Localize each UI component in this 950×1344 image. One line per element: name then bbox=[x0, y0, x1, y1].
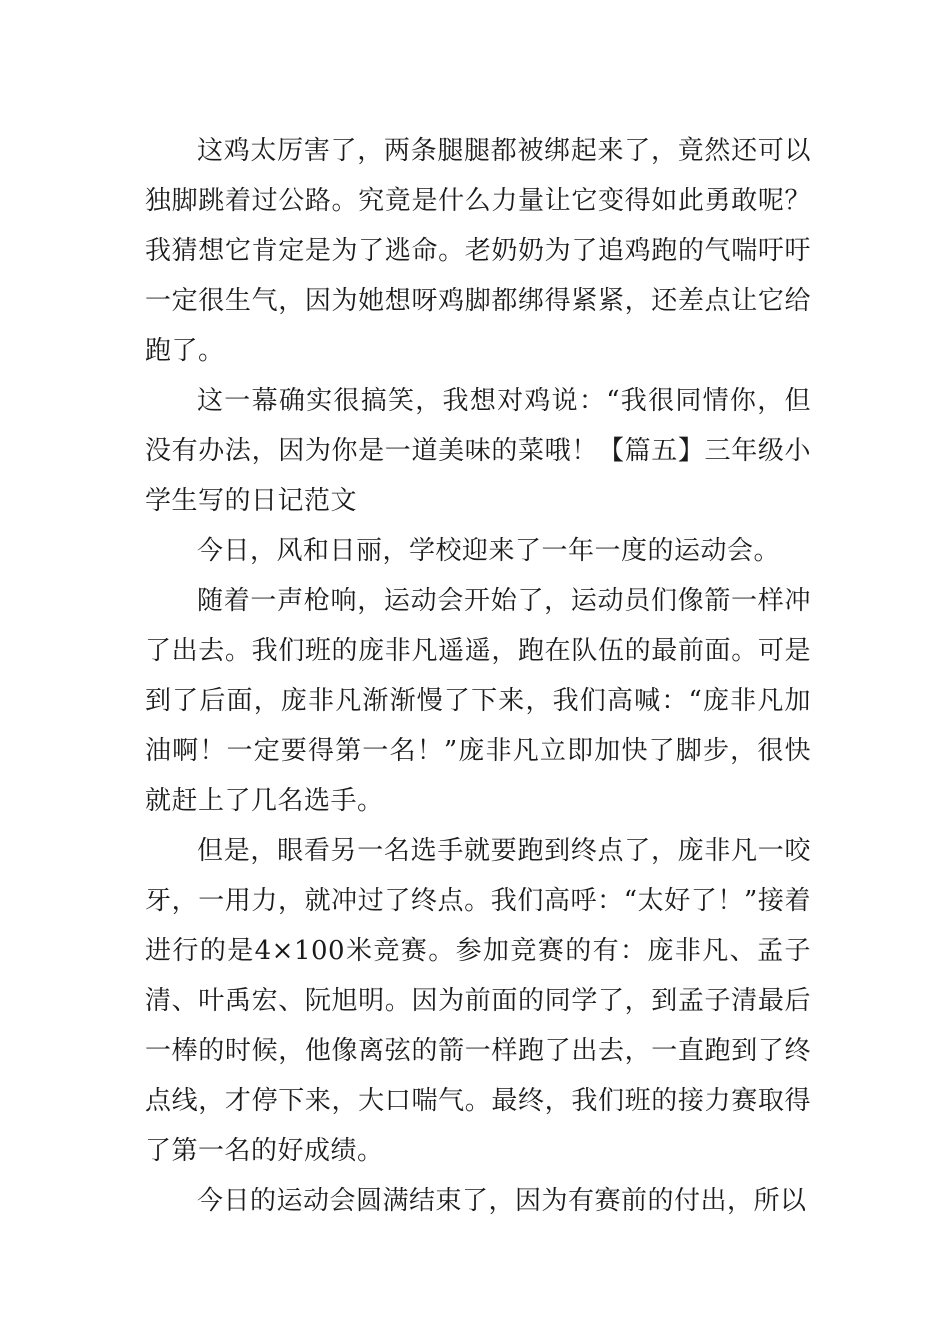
paragraph: 这一幕确实很搞笑，我想对鸡说：“我很同情你，但没有办法，因为你是一道美味的菜哦！【篇五】三年级小学生写的日记范文 bbox=[145, 386, 811, 516]
paragraph: 今日的运动会圆满结束了，因为有赛前的付出，所以 bbox=[197, 1186, 807, 1216]
paragraph: 这鸡太厉害了，两条腿腿都被绑起来了，竟然还可以独脚跳着过公路。究竟是什么力量让它变得如此勇敢呢？我猜想它肯定是为了逃命。老奶奶为了追鸡跑的气喘吁吁一定很生气，因为她想呀鸡脚都绑得紧紧，还差点让它给跑了。 bbox=[145, 136, 811, 366]
paragraph: 随着一声枪响，运动会开始了，运动员们像箭一样冲了出去。我们班的庞非凡遥遥，跑在队伍的最前面。可是到了后面，庞非凡渐渐慢了下来，我们高喊：“庞非凡加油啊！一定要得第一名！”庞非凡立即加快了脚步，很快就赶上了几名选手。 bbox=[145, 586, 811, 816]
paragraph: 今日，风和日丽，学校迎来了一年一度的运动会。 bbox=[197, 536, 781, 566]
document-body bbox=[145, 126, 811, 1226]
paragraph: 但是，眼看另一名选手就要跑到终点了，庞非凡一咬牙，一用力，就冲过了终点。我们高呼：“太好了！”接着进行的是4×100米竞赛。参加竞赛的有：庞非凡、孟子清、叶禹宏、阮旭明。因为前面的同学了，到孟子清最后一棒的时候，他像离弦的箭一样跑了出去，一直跑到了终点线，才停下来，大口喘气。最终，我们班的接力赛取得了第一名的好成绩。 bbox=[145, 836, 811, 1166]
